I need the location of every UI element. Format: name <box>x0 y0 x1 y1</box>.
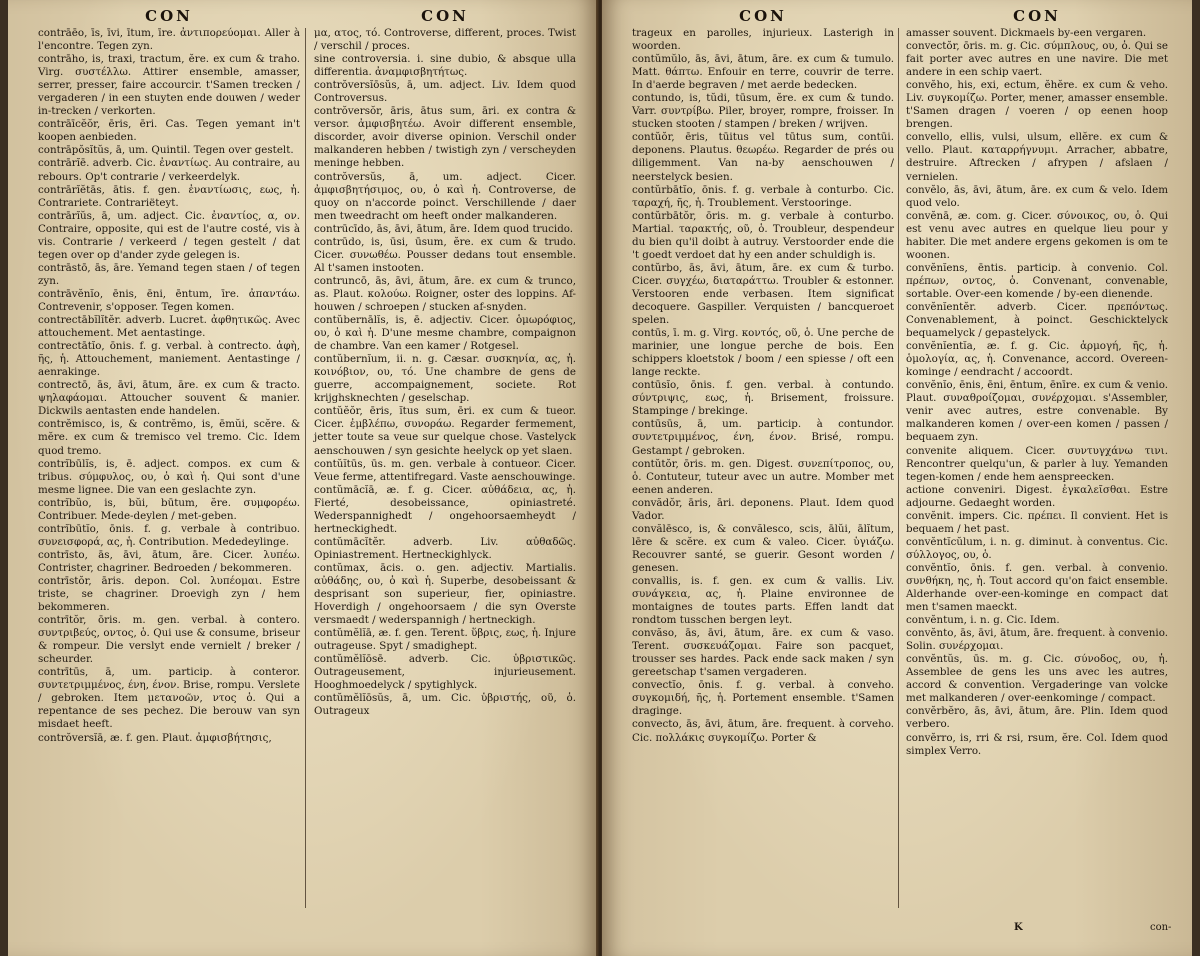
column-header: CON <box>1013 7 1061 25</box>
dictionary-entry: contrāpŏsĭtŭs, ā, um. Quintil. Tegen over gestelt. <box>38 144 294 157</box>
dictionary-entry: convălēsco, is, & convălesco, scis, ālŭi, ālĭtum, lēre & scĕre. ex cum & valeo. Cicer. ὑγιάζω. Recouvrer santé, se guerir. Gesont worden / genesen. <box>632 522 894 574</box>
dictionary-entry: contrīstŏr, āris. depon. Col. λυπέομαι. Estre triste, se chagriner. Droevigh zyn / hem bekommeren. <box>38 574 300 614</box>
dictionary-entry: contruncō, ās, āvi, ātum, āre. ex cum & trunco, as. Plaut. κολούω. Roigner, oster des loppins. Af-houwen / schroepen / stucken af-snyden. <box>314 274 576 313</box>
dictionary-entry: convĕntum, i. n. g. Cic. Idem. <box>906 614 1060 627</box>
dictionary-entry: convĕlo, ās, āvi, ātum, āre. ex cum & velo. Idem quod velo. <box>906 183 1168 209</box>
dictionary-entry: contundo, is, tŭdi, tūsum, ĕre. ex cum & tundo. Varr. συντρίβω. Piler, broyer, rompre, froisser. In stucken stooten / stampen / breken / wrijven. <box>632 92 894 131</box>
dictionary-entry: convĕnā, æ. com. g. Cicer. σύνοικος, ου, ὁ. Qui est venu avec autres en quelque lieu pour y habiter. Die met andere ergens gekomen is om te woonen. <box>906 209 1168 261</box>
dictionary-entry: contŭtŏr, ōris. m. gen. Digest. συνεπίτροπος, ου, ὁ. Contuteur, tuteur avec un autre. Momber met eenen anderen. <box>632 457 894 496</box>
dictionary-entry: contrectābĭlĭtĕr. adverb. Lucret. ἀφθητικῶς. Avec attouchement. Met aentastinge. <box>38 314 300 340</box>
dictionary-entry: convĕnĭentĕr. adverb. Cicer. πρεπόντως. Convenablement, à poinct. Geschicktelyck bequamelyck / gepastelyck. <box>906 300 1168 340</box>
dictionary-entry: actione conveniri. Digest. ἐγκαλεῖσθαι. Estre adjourne. Gedaeght worden. <box>906 483 1168 509</box>
dictionary-entry: convectŏr, ōris. m. g. Cic. σύμπλους, ου, ὁ. Qui se fait porter avec autres en une navire. Die met andere in een schip vaert. <box>906 40 1168 79</box>
dictionary-entry: contrŏversŏr, āris, ātus sum, āri. ex contra & versor. ἀμφισβητέω. Avoir different ensemble, discorder, avoir diverse opinion. Verschil onder malkanderen hebben / twistigh zyn / verscheyden meninge hebben. <box>314 105 576 170</box>
dictionary-entry: contŭrbo, ās, āvi, ātum, āre. ex cum & turbo. Cicer. συγχέω, διαταράττω. Troubler & estonner. Verstooren ende verbasen. Item significat decoquere. Gaspiller. Verquisten / bancqueroet spelen. <box>632 261 894 327</box>
dictionary-entry: contrāīcĕŏr, ēris, ēri. Cas. Tegen yemant in't koopen aenbieden. <box>38 118 300 144</box>
dictionary-entry: contūsĭo, ōnis. f. gen. verbal. à contundo. σύντριψις, εως, ἡ. Brisement, froissure. Stampinge / brekinge. <box>632 379 894 418</box>
dictionary-entry: contūsūs, ā, um. particip. à contundor. συντετριμμένος, ένη, ένον. Brisé, rompu. Gestampt / gebroken. <box>632 418 894 457</box>
dictionary-entry: convădŏr, āris, āri. deponens. Plaut. Idem quod Vador. <box>632 496 894 522</box>
dictionary-entries <box>314 27 576 718</box>
dictionary-entry: convĕrbĕro, ās, āvi, ātum, āre. Plin. Idem quod verbero. <box>906 705 1168 731</box>
dictionary-entry: contrārĭŭs, ā, um. adject. Cic. ἐναντίος, α, ον. Contraire, opposite, qui est de l'autre costé, vis à vis. Contrarie / verkeerd / tegen gestelt / dat tegen over op d'ander zyde gelegen is. <box>38 209 300 261</box>
dictionary-entry: contŭbernālĭs, is, ē. adjectiv. Cicer. ὁμωρόφιος, ου, ὁ καὶ ἡ. D'une mesme chambre, compaignon de chambre. Van een kamer / Rotgesel. <box>314 314 576 353</box>
dictionary-entry: contrīsto, ās, āvi, ātum, āre. Cicer. λυπέω. Contrister, chagriner. Bedroeden / bekommeren. <box>38 548 300 574</box>
dictionary-entry: contŭmĕlĭā, æ. f. gen. Terent. ὕβρις, εως, ἡ. Injure outrageuse. Spyt / smadighept. <box>314 627 576 653</box>
dictionary-entry: convĕrro, is, rri & rsi, rsum, ĕre. Col. Idem quod simplex Verro. <box>906 731 1168 757</box>
column-header: CON <box>421 7 469 25</box>
dictionary-entry: contrāho, is, traxi, tractum, ĕre. ex cum & traho. Virg. συστέλλω. Attirer ensemble, amasser, serrer, presser, faire accourcir. t'Samen trecken / vergaderen / in een stuyten ende douwen / weder in-trecken / verkorten. <box>38 53 300 118</box>
dictionary-entry: contūs, ī. m. g. Virg. κοντός, οῦ, ὁ. Une perche de marinier, une longue perche de bois. Een schippers kloetstok / boom / een spiesse / oft een lange reckte. <box>632 327 894 379</box>
dictionary-entry: contrūdo, is, ūsi, ūsum, ĕre. ex cum & trudo. Cicer. συνωθέω. Pousser dedans tout ensemble. Al t'samen instooten. <box>314 235 576 274</box>
dictionary-entry: contrītūs, ā, um. particip. à conteror. συντετριμμένος, ένη, ένον. Brise, rompu. Verslete / gebroken. Item μετανοῶν, ντος ὁ. Qui a repentance de ses pechez. Die berouw van syn misdaet heeft. <box>38 666 300 731</box>
dictionary-entry: contŭmācĭā, æ. f. g. Cicer. αὐθάδεια, ας, ἡ. Fierté, desobeissance, opiniastreté. Wederspannighedt / ongehoorsaemheydt / hertneckighedt. <box>314 483 576 535</box>
dictionary-entry: contŭmax, ācis. o. gen. adjectiv. Martialis. αὐθάδης, ου, ὁ καὶ ἡ. Superbe, desobeissant & desprisant son superieur, fier, opiniastre. Hoverdigh / ongehoorsaem / die syn Overste versmaedt / wederspannigh / hertneckigh. <box>314 561 576 627</box>
right-column-2 <box>906 6 1168 758</box>
dictionary-entry: contrāstō, ās, āre. Yemand tegen staen / of tegen zyn. <box>38 261 300 287</box>
dictionary-entry: convĕnto, ās, āvi, ātum, āre. frequent. à convenio. Solin. συνέρχομαι. <box>906 627 1168 653</box>
dictionary-entry: convĕnit. impers. Cic. πρέπει. Il convient. Het is bequaem / het past. <box>906 509 1168 535</box>
dictionary-entry: contrŏversĭā, æ. f. gen. Plaut. ἀμφισβήτησις, <box>38 731 272 744</box>
dictionary-entry: convenite aliquem. Cicer. συντυγχάνω τινι. Rencontrer quelqu'un, & parler à luy. Yemanden tegen-komen / ende hem aenspreecken. <box>906 444 1168 483</box>
signature-mark: K <box>1014 922 1023 933</box>
dictionary-entry: convallis, is. f. gen. ex cum & vallis. Liv. συνάγκεια, ας, ἡ. Plaine environnee de montaignes de toutes parts. Effen landt dat rondtom tusschen bergen leyt. <box>632 574 894 627</box>
dictionary-entry: convĕntĭcŭlum, i. n. g. diminut. à conventus. Cic. σύλλογος, ου, ὁ. <box>906 535 1168 561</box>
column-header: CON <box>739 7 787 25</box>
dictionary-entry: convăso, ās, āvi, ātum, āre. ex cum & vaso. Terent. συσκευάζομαι. Faire son pacquet, trousser ses hardes. Pack ende sack maken / syn gereetschap t'samen vergaderen. <box>632 627 894 679</box>
dictionary-entries <box>38 27 300 745</box>
dictionary-entries <box>632 27 894 745</box>
dictionary-entry: convĕho, his, exi, ectum, ĕhĕre. ex cum & veho. Liv. συγκομίζω. Porter, mener, amasser ensemble. t'Samen dragen / voeren / op eenen hoop brengen. <box>906 79 1168 131</box>
dictionary-entry: contrĭbŭo, is, bŭi, būtum, ĕre. συμφορέω. Contribuer. Mede-deylen / met-geben. <box>38 496 300 522</box>
dictionary-entry: contŭmĕlĭōsē. adverb. Cic. ὑβριστικῶς. Outrageusement, injurieusement. Hooghmoedelyck / spytighlyck. <box>314 653 576 692</box>
dictionary-entry: convĕnĭens, ēntis. particip. à convenio. Col. πρέπων, οντος, ὁ. Convenant, convenable, sortable. Over-een komende / by-een dienende. <box>906 261 1168 300</box>
dictionary-entry: contŭĕŏr, ēris, ĭtus sum, ēri. ex cum & tueor. Cicer. ἐμβλέπω, συνοράω. Regarder fermement, jetter toute sa veue sur quelque chose. Vastelyck aenschouwen / syn gesichte heelyck op yet slaen. <box>314 405 576 457</box>
dictionary-entry: convectĭo, ōnis. f. g. verbal. à conveho. συγκομιδή, ῆς, ἡ. Portement ensemble. t'Samen draginge. <box>632 679 894 718</box>
column-divider <box>898 28 899 908</box>
right-column-1 <box>632 6 894 745</box>
dictionary-entry: contrectō, ās, āvi, ātum, āre. ex cum & tracto. ψηλαφάομαι. Attoucher souvent & manier. Dickwils aentasten ende handelen. <box>38 379 300 418</box>
column-header: CON <box>145 7 193 25</box>
dictionary-entry: contrŏversŭs, ā, um. adject. Cicer. ἀμφισβητήσιμος, ου, ὁ καὶ ἡ. Controverse, de quoy on n'accorde poinct. Verschillende / daer men tweedracht om heeft onder malkanderen. <box>314 170 576 222</box>
dictionary-entry: sine controversia. i. sine dubio, & absque ulla differentia. ἀναμφισβητήτως. <box>314 53 576 79</box>
dictionary-entry: contrĭbūtĭo, ōnis. f. g. verbale à contribuo. συνεισφορά, ας, ἡ. Contribution. Mededeylinge. <box>38 522 300 548</box>
dictionary-entry: convecto, ās, āvi, ātum, āre. frequent. à corveho. Cic. πολλάκις συγκομίζω. Porter & <box>632 718 894 744</box>
dictionary-entry: contrūcīdo, ās, āvi, ātum, āre. Idem quod trucido. <box>314 222 574 235</box>
dictionary-entry: contrārĭĕtās, ātis. f. gen. ἐναντίωσις, εως, ἡ. Contrariete. Contrariëteyt. <box>38 183 300 209</box>
dictionary-entry: contrāēo, īs, īvi, ītum, īre. ἀντιπορεύομαι. Aller à l'encontre. Tegen zyn. <box>38 27 300 53</box>
dictionary-entry: trageux en parolles, injurieux. Lasterigh in woorden. <box>632 27 894 53</box>
dictionary-entry: contrītŏr, ōris. m. gen. verbal. à contero. συντριβεύς, οντος, ὁ. Qui use & consume, briseur & rompeur. Die verslyt ende vernielt / breker / scheurder. <box>38 614 300 666</box>
dictionary-entry: convĕnĭo, ēnis, ēni, ēntum, ēnīre. ex cum & venio. Plaut. συναθροίζομαι, συνέρχομαι. s'Assembler, venir avec autres, estre convenable. By malkanderen komen / over-een komen / passen / bequaem zyn. <box>906 379 1168 444</box>
dictionary-entry: contrectātĭo, ōnis. f. g. verbal. à contrecto. ἁφὴ, ῆς, ἡ. Attouchement, maniement. Aentastinge / aenrakinge. <box>38 340 300 379</box>
dictionary-entry: convello, ellis, vulsi, ulsum, ellĕre. ex cum & vello. Plaut. καταρρήγνυμι. Arracher, abbatre, destruire. Aftrecken / afrypen / afslaen / vernielen. <box>906 131 1168 183</box>
dictionary-entry: contrŏversĭōsŭs, ā, um. adject. Liv. Idem quod Controversus. <box>314 79 576 105</box>
left-column-1 <box>38 6 300 745</box>
dictionary-entries <box>906 27 1168 758</box>
dictionary-entry: contŭbernĭum, ii. n. g. Cæsar. συσκηνία, ας, ἡ. κοινόβιον, ου, τό. Une chambre de gens de guerre, accompaignement, societe. Rot krijghsknechten / geselschap. <box>314 353 576 405</box>
dictionary-entry: contŭmĕlĭōsŭs, ā, um. Cic. ὑβριστής, οῦ, ὁ. Outrageux <box>314 692 576 718</box>
left-page <box>8 0 598 956</box>
right-page <box>602 0 1192 956</box>
dictionary-entry: contŭĭtūs, ūs. m. gen. verbale à contueor. Cicer. Veue ferme, attentifregard. Vaste aenschouwinge. <box>314 457 576 483</box>
dictionary-entry: μα, ατος, τό. Controverse, different, proces. Twist / verschil / proces. <box>314 27 576 53</box>
dictionary-entry: contrārĭē. adverb. Cic. ἐναντίως. Au contraire, au rebours. Op't contrarie / verkeerdelyk. <box>38 157 300 183</box>
left-column-2 <box>314 6 576 718</box>
dictionary-entry: contŭmācĭtĕr. adverb. Liv. αὐθαδῶς. Opiniastrement. Hertneckighlyck. <box>314 535 576 561</box>
dictionary-entry: convĕntŭs, ūs. m. g. Cic. σύνοδος, ου, ἡ. Assemblee de gens les uns avec les autres, accord & convention. Vergaderinge van volcke met malkanderen / over-eenkominge / compact. <box>906 653 1168 705</box>
column-divider <box>305 28 306 908</box>
dictionary-entry: contŭrbātĭo, ōnis. f. g. verbale à conturbo. Cic. ταραχή, ῆς, ἡ. Troublement. Verstooringe. <box>632 183 894 209</box>
dictionary-entry: contrāvĕnĭo, ēnis, ēni, ēntum, īre. ἀπαντάω. Contrevenir, s'opposer. Tegen komen. <box>38 287 300 313</box>
dictionary-entry: contrĕmisco, is, & contrĕmo, is, ēmŭi, scĕre. & mĕre. ex cum & tremisco vel tremo. Cic. Idem quod tremo. <box>38 418 300 457</box>
catchword: con- <box>1150 922 1172 933</box>
dictionary-entry: convĕnĭentĭa, æ. f. g. Cic. ἁρμογή, ῆς, ἡ. ὁμολογία, ας, ἡ. Convenance, accord. Overeen-kominge / eendracht / accoordt. <box>906 340 1168 379</box>
dictionary-entry: contŭmŭlo, ās, āvi, ātum, āre. ex cum & tumulo. Matt. θάπτω. Enfouir en terre, couvrir de terre. In d'aerde begraven / met aerde bedecken. <box>632 53 894 92</box>
dictionary-entry: contŭrbātŏr, ōris. m. g. verbale à conturbo. Martial. ταρακτής, οῦ, ὁ. Troubleur, despendeur du bien qu'il doibt à autruy. Verstoorder ende die 't goedt verdoet dat hy een ander schuldigh is. <box>632 209 894 261</box>
dictionary-entry: contŭŏr, ēris, tūitus vel tūtus sum, contūi. deponens. Plautus. θεωρέω. Regarder de prés ou diligemment. Van na-by aenschouwen / neerstelyck besien. <box>632 131 894 183</box>
dictionary-entry: contrĭbūlĭs, is, ē. adject. compos. ex cum & tribus. σύμφυλος, ου, ὁ καὶ ἡ. Qui sont d'une mesme lignee. Die van een geslachte zyn. <box>38 457 300 496</box>
dictionary-entry: convĕntĭo, ōnis. f. gen. verbal. à convenio. συνθήκη, ης, ἡ. Tout accord qu'on faict ensemble. Alderhande over-een-kominge en compact dat men t'samen maeckt. <box>906 561 1168 614</box>
dictionary-entry: amasser souvent. Dickmaels by-een vergaren. <box>906 27 1147 39</box>
